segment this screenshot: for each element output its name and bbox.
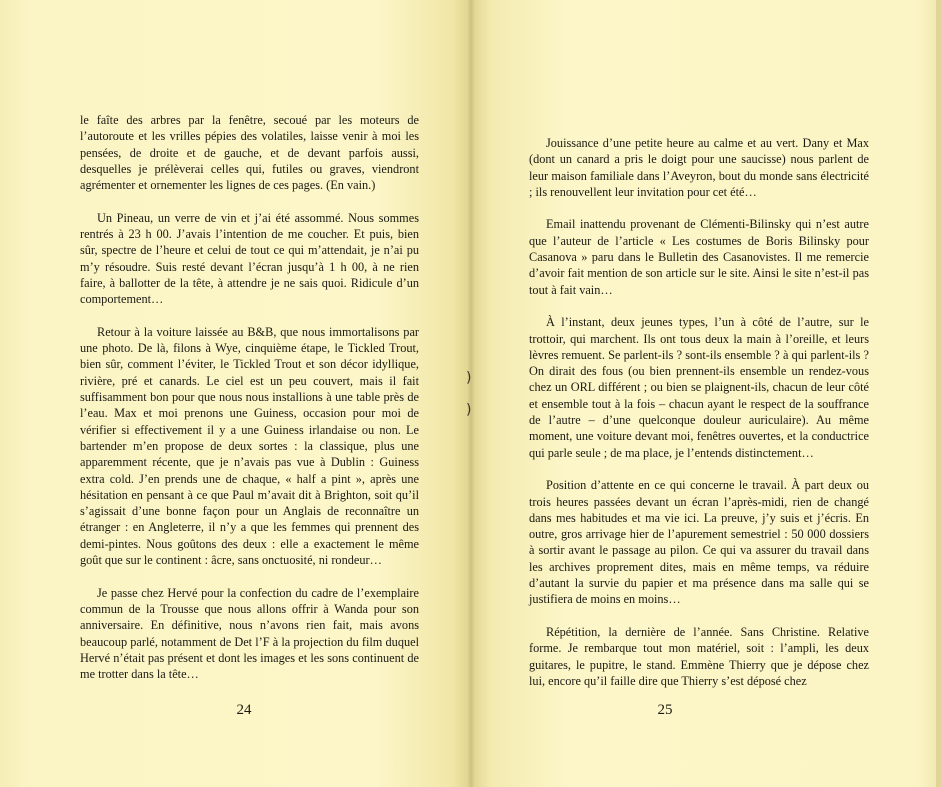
right-paragraph-1: Jouissance d’une petite heure au calme et au vert. Dany et Max (dont un canard a pris le doigt pour une saucisse) nous parlent de leur maison familiale dans l’Aveyron, bout du monde sans électricité ; ils renouvellent leur invitation pour cet été… — [529, 136, 869, 199]
left-page-text — [80, 112, 419, 699]
page-edge — [936, 0, 941, 787]
right-paragraph-5: Répétition, la dernière de l’année. Sans Christine. Relative forme. Je rembarque tout mon matériel, soit : l’ampli, les deux guitares, le pupitre, le stand. Emmène Thierry que je dépose chez lui, encore qu’il faille dire que Thierry s’est déposé chez — [529, 624, 869, 688]
right-paragraph-3: À l’instant, deux jeunes types, l’un à côté de l’autre, sur le trottoir, qui marchent. Ils ont tous deux la main à l’oreille, et leurs lèvres remuent. Se parlent-ils ? sont-ils ensemble ? à qui parlent-ils ? On dirait des fous (ou bien prennent-ils ensemble un rendez-vous chez un ORL différent ; ou bien se plaignent-ils, chacun de leur côté et ensemble tout à la fois – chacun ayant le respect de la souffrance de l’autre – d’une quelconque douleur auriculaire). Au même moment, une voiture devant moi, fenêtres ouvertes, et la conductrice qui parle seule ; de ma place, je l’entends distinctement… — [529, 315, 869, 460]
left-paragraph-4: Je passe chez Hervé pour la confection du cadre de l’exemplaire commun de la Trousse que nous allons offrir à Wanda pour son anniversaire. En définitive, nous n’avons rien fait, mais avons beaucoup parlé, notamment de Det l’F à la projection du film duquel Hervé n’était pas présent et dont les images et les sons continuent de me trotter dans la tête… — [80, 585, 419, 682]
left-page-number: 24 — [236, 702, 252, 718]
right-page — [472, 0, 941, 787]
right-paragraph-2: Email inattendu provenant de Clémenti-Bilinsky qui n’est autre que l’auteur de l’article « Les costumes de Boris Bilinsky pour Casanova » paru dans le Bulletin des Casanovistes. Il me remercie d’avoir fait mention de son article sur le site. Ainsi le site n’est-il pas tout à fait vain… — [529, 217, 869, 297]
right-paragraph-4: Position d’attente en ce qui concerne le travail. À part deux ou trois heures passées devant un écran l’après-midi, rien de changé dans mes habitudes et ma vie ici. La preuve, j’y suis et j’écris. En outre, gros arrivage hier de l’apurement semestriel : 50 000 dossiers à sortir avant le passage au pilon. Ce qui va assurer du travail dans les archives proprement dites, mais en même temps, va réduire d’autant la survie du papier et ma présence dans ma salle qui se justifiera de moins en moins… — [529, 478, 869, 607]
left-paragraph-3: Retour à la voiture laissée au B&B, que nous immortalisons par une photo. De là, filons à Wye, cinquième étape, le Tickled Trout, bien sûr, comment l’éviter, le Tickled Trout et son décor idyllique, rivière, pré et canards. Le ciel est un peu couvert, mais il fait suffisamment bon pour que nous nous installions à une table près de l’eau. Max et moi prenons une Guiness, occasion pour moi de vérifier si effectivement il y a une Guiness irlandaise ou non. Le bartender m’en propose de deux sortes : la classique, plus une apparemment récente, que je n’avais pas vue à Dublin : Guiness extra cold. J’en prends une de chaque, « half a pint », après une hésitation en pensant à ce que Paul m’avait dit à Brighton, soit qu’il s’agissait d’une bonne façon pour un Anglais de reconnaître un étranger : en Angleterre, il n’y a que les femmes qui prennent des demi-pintes. Nous goûtons des deux : elle a exactement le même goût que sur le continent : âcre, sans onctuosité, ni rondeur… — [80, 324, 419, 568]
book-spine — [466, 0, 476, 787]
left-paragraph-2: Un Pineau, un verre de vin et j’ai été assommé. Nous sommes rentrés à 23 h 00. J’avais l’intention de me coucher. Et puis, bien sûr, spectre de l’heure et celui de tout ce qui m’attendait, je n’ai pu m’y résoudre. Suis resté devant l’écran jusqu’à 1 h 00, à ne rien faire, à ballotter de la tête, à attendre je ne sais quoi. Ridicule d’un comportement… — [80, 210, 419, 307]
left-paragraph-1: le faîte des arbres par la fenêtre, secoué par les moteurs de l’autoroute et les vrilles pépies des volatiles, laisse venir à moi les pensées, de droite et de gauche, et de devant parfois aussi, desquelles je prélèverai celles qui, futiles ou graves, viendront agrémenter et ornementer les lignes de ces pages. (En vain.) — [80, 113, 419, 193]
gutter-mark-lower: ) — [466, 402, 472, 418]
gutter-mark-upper: ) — [466, 370, 472, 386]
right-page-number: 25 — [657, 702, 673, 718]
right-page-text — [529, 135, 869, 705]
